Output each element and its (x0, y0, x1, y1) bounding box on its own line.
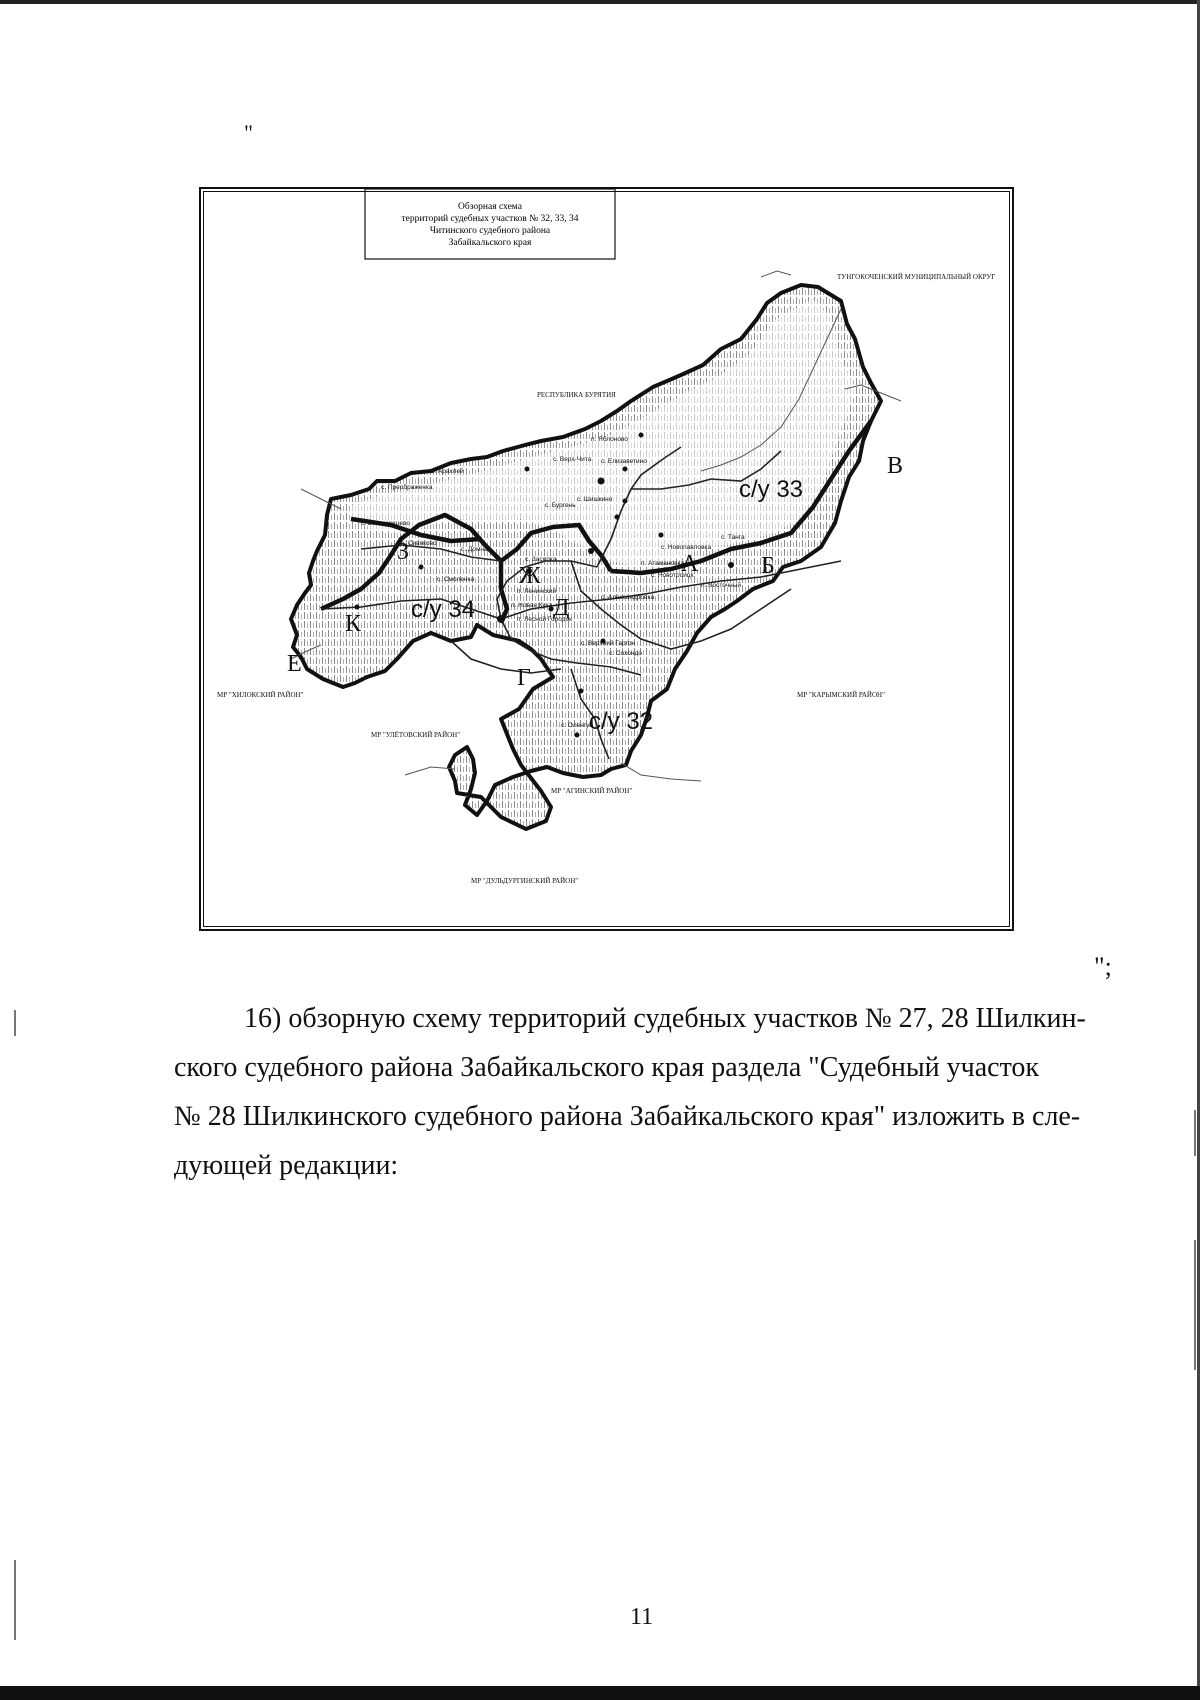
map-title-box (365, 189, 615, 259)
scan-edge-mark (1194, 1240, 1196, 1370)
overview-map (199, 187, 1014, 931)
neighbor-label: ТУНГОКОЧЕНСКИЙ МУНИЦИПАЛЬНЫЙ ОКРУГ (837, 273, 996, 281)
paragraph-line: ского судебного района Забайкальского края раздела "Судебный участок (174, 1052, 1040, 1083)
district-labels (411, 476, 803, 735)
settlement-label: с. Засопка (525, 556, 557, 563)
map-title-line: Забайкальского края (448, 238, 532, 248)
scan-border-bottom (0, 1686, 1200, 1700)
settlement-label: с. Бургень (545, 502, 576, 509)
region-interior-light (351, 299, 856, 567)
settlement-label: с. Шишкино (577, 496, 613, 503)
point-letter: В (887, 453, 904, 479)
settlement-label: с. Сивяково (401, 540, 437, 547)
district-boundaries (321, 421, 871, 623)
settlement-label: с. Сохондо (609, 650, 642, 657)
district-label-34: с/у 34 (411, 596, 476, 623)
scan-edge-mark (14, 1010, 16, 1036)
map-title-line: территорий судебных участков № 32, 33, 34 (401, 214, 579, 224)
page-number: 11 (630, 1604, 654, 1630)
settlement-label: п. Атамановка (641, 560, 685, 567)
point-letter: А (681, 551, 699, 577)
point-letter: Е (287, 651, 302, 677)
paragraph-line: № 28 Шилкинского судебного района Забайкальского края" изложить в сле- (174, 1101, 1081, 1132)
settlement-dots (355, 433, 735, 738)
region-outline (291, 285, 881, 829)
district-label-32: с/у 32 (589, 708, 654, 735)
settlement-label: с. Новотроицк (651, 572, 694, 579)
point-letters (287, 453, 903, 691)
settlement-label: с. Елизаветино (601, 458, 647, 465)
neighbor-labels (217, 273, 995, 885)
map-title-line: Читинского судебного района (429, 226, 551, 236)
settlement-label: с. Домна (461, 546, 488, 553)
opening-quote: " (244, 120, 253, 145)
point-letter: Д (553, 595, 570, 621)
scan-border-top (0, 0, 1200, 4)
settlement-label: с. Танга (721, 534, 745, 541)
point-letter: К (345, 611, 362, 637)
neighbor-label: МР "АГИНСКИЙ РАЙОН" (551, 787, 633, 795)
settlement-labels (361, 435, 745, 729)
body-paragraph (174, 994, 1118, 1190)
settlement-label: с. Новопавловка (661, 544, 712, 551)
neighbor-label: РЕСПУБЛИКА БУРЯТИЯ (537, 391, 616, 399)
neighbor-label: МР "ДУЛЬДУРГИНСКИЙ РАЙОН" (471, 877, 579, 885)
scan-edge-mark (1194, 1110, 1196, 1156)
settlement-label: с. Александровка (601, 594, 655, 601)
district-label-33: с/у 33 (739, 476, 804, 503)
settlement-label: с. Смоленка (437, 576, 475, 583)
settlement-label: п. Восточный (701, 582, 741, 589)
closing-quote: "; (1094, 952, 1112, 981)
neighbor-label: МР "КАРЫМСКИЙ РАЙОН" (797, 691, 885, 699)
settlement-label: с. Верхний Гаргон (581, 640, 636, 647)
road-network (321, 447, 841, 759)
point-letter: З (397, 539, 410, 565)
point-letter: Г (517, 665, 531, 691)
settlement-label: с. Преображенка (381, 484, 433, 491)
settlement-label: п. Яблоново (591, 436, 628, 443)
paragraph-line: 16) обзорную схему территорий судебных участков № 27, 28 Шилкин- (244, 1003, 1086, 1034)
point-letter: Б (761, 553, 775, 579)
settlement-label: п. Лесной Городок (517, 616, 572, 623)
settlement-label: с. Арахлей (431, 468, 464, 475)
settlement-label: с. Верх-Чита (553, 456, 592, 463)
settlement-label: с. Беклемишево (361, 520, 410, 527)
scan-edge-mark (14, 1560, 16, 1640)
point-letter: Ж (519, 563, 541, 589)
rivers (291, 271, 904, 781)
settlement-label: с. Оленгуй (561, 722, 594, 729)
paragraph-line: дующей редакции: (174, 1150, 399, 1181)
neighbor-label: МР "ХИЛОКСКИЙ РАЙОН" (217, 691, 304, 699)
neighbor-label: МР "УЛЁТОВСКИЙ РАЙОН" (371, 731, 461, 739)
map-title-line: Обзорная схема (458, 202, 522, 212)
settlement-label: п. Новая Кука (511, 602, 553, 609)
settlement-label: п. Ленинский (517, 588, 557, 595)
